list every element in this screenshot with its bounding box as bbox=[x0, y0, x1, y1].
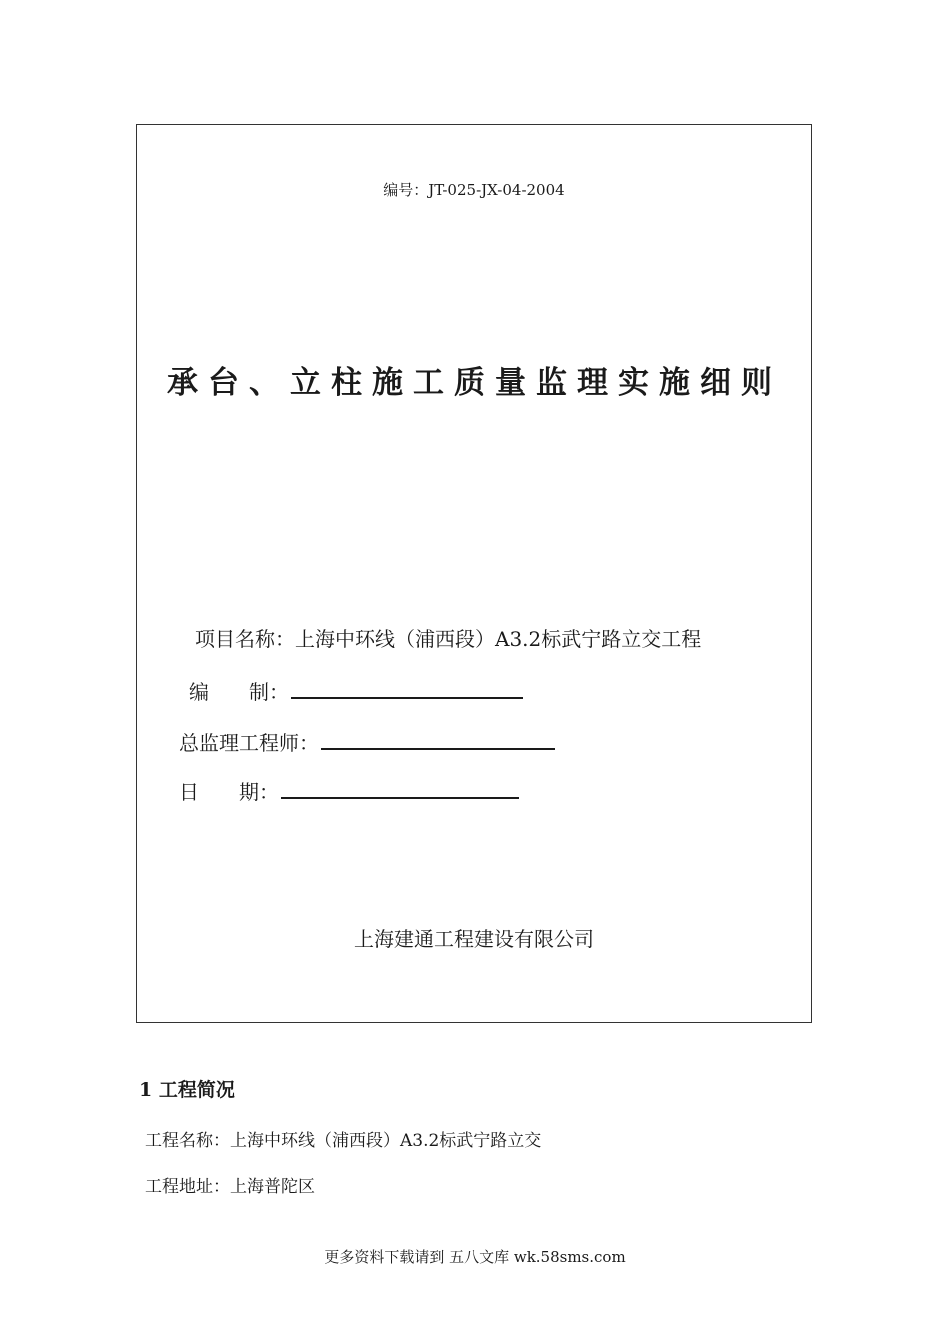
project-name-label: 项目名称： bbox=[195, 627, 295, 651]
chief-supervisor-blank bbox=[321, 726, 555, 750]
compiled-by-field bbox=[189, 675, 523, 705]
footer-note: 更多资料下载请到 五八文库 wk.58sms.com bbox=[324, 1248, 626, 1266]
project-name-line: 工程名称：上海中环线（浦西段）A3.2标武宁路立交 bbox=[145, 1131, 542, 1151]
section-1-heading: 1 工程简况 bbox=[139, 1079, 235, 1101]
compiled-by-blank bbox=[291, 675, 523, 699]
company-name: 上海建通工程建设有限公司 bbox=[354, 927, 594, 951]
chief-supervisor-label: 总监理工程师： bbox=[179, 731, 319, 755]
cover-page-frame bbox=[136, 124, 812, 1023]
document-number: 编号：JT-025-JX-04-2004 bbox=[383, 181, 565, 199]
compiled-by-label: 编 制： bbox=[189, 680, 289, 704]
project-name-value: 上海中环线（浦西段）A3.2标武宁路立交工程 bbox=[295, 627, 702, 651]
date-label: 日 期： bbox=[179, 780, 279, 804]
chief-supervisor-field bbox=[179, 726, 555, 756]
project-address-line: 工程地址：上海普陀区 bbox=[145, 1177, 315, 1197]
date-field bbox=[179, 775, 519, 805]
date-blank bbox=[281, 775, 519, 799]
document-title: 承台、立柱施工质量监理实施细则 bbox=[167, 365, 782, 401]
project-name-field bbox=[195, 623, 701, 652]
